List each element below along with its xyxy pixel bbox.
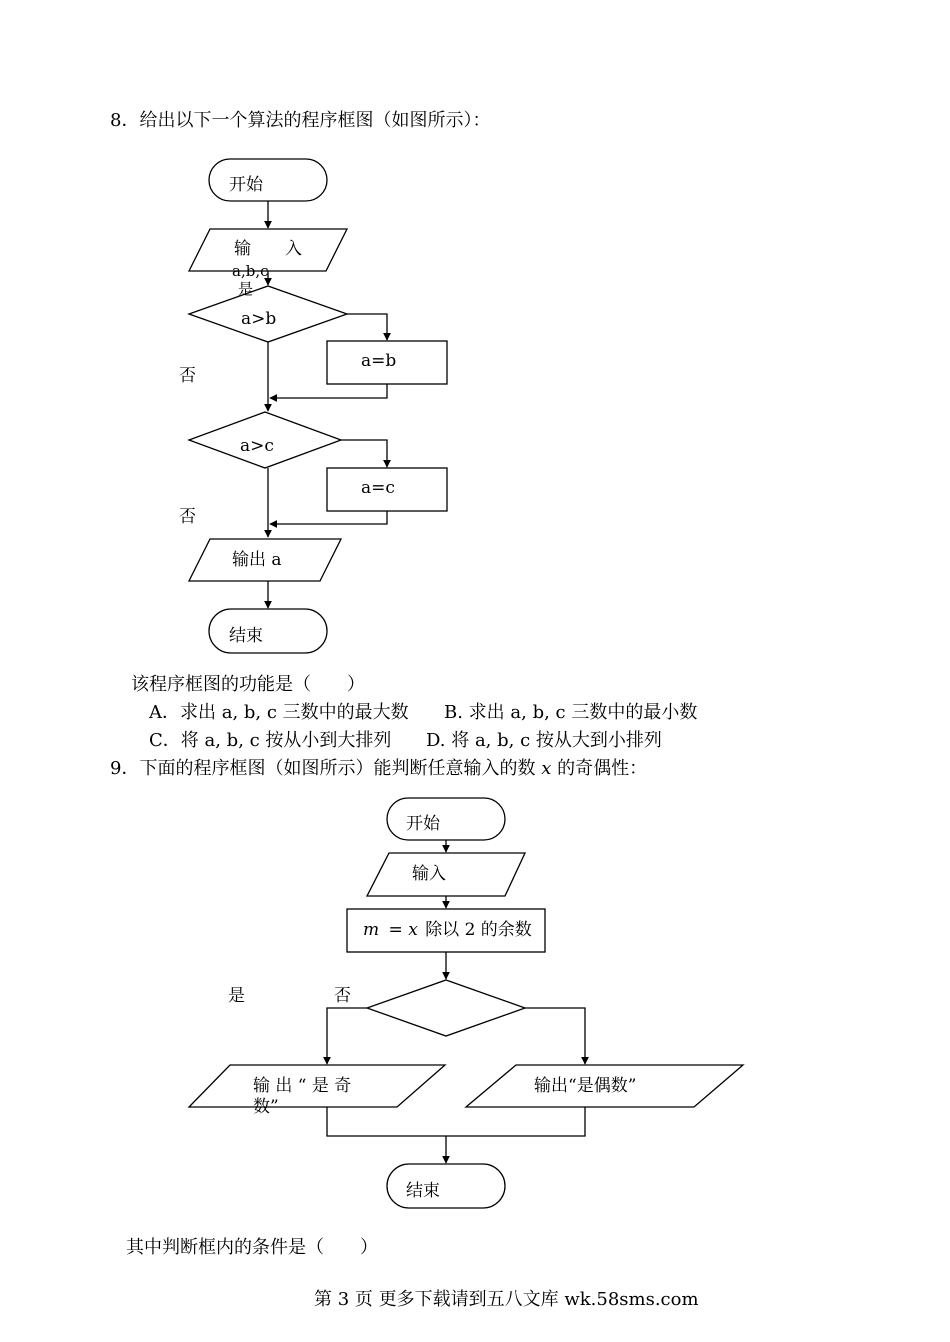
q9-process-rest: 除以 2 的余数: [425, 920, 532, 940]
q8-option-a: A．求出 a, b, c 三数中的最大数: [149, 702, 409, 723]
q9-question: 其中判断框内的条件是（ ）: [126, 1237, 378, 1258]
q8-cond2-label: a>c: [240, 436, 274, 456]
q8-start-label: 开始: [229, 175, 263, 195]
q8-no2-label: 否: [179, 507, 196, 527]
q9-start-terminal: [387, 798, 505, 840]
q9-start-label: 开始: [406, 814, 440, 834]
q9-end-label: 结束: [406, 1181, 440, 1201]
q9-input-label: 输入: [412, 864, 446, 884]
q8-assign1-label: a=b: [361, 351, 397, 371]
q9-input-box: [367, 853, 525, 896]
q8-stem: 8．给出以下一个算法的程序框图（如图所示）：: [110, 110, 491, 131]
q8-assign2-label: a=c: [361, 478, 395, 498]
q9-output-even-label: 输出“是偶数”: [534, 1076, 637, 1096]
page-footer: 第 3 页 更多下载请到五八文库 wk.58sms.com: [314, 1289, 699, 1310]
q8-question: 该程序框图的功能是（ ）: [131, 674, 365, 695]
q9-stem-prefix: 9．下面的程序框图（如图所示）能判断任意输入的数: [110, 758, 536, 779]
q8-end-label: 结束: [229, 626, 263, 646]
q9-process-var-x: x: [408, 920, 418, 940]
q8-output-label: 输出 a: [232, 550, 282, 570]
q9-yes-label: 是: [228, 986, 245, 1006]
q8-option-d: D. 将 a, b, c 按从大到小排列: [426, 730, 662, 751]
q9-output-odd-line1: 输 出 “ 是 奇: [253, 1076, 352, 1096]
q8-no1-label: 否: [179, 366, 196, 386]
q9-process-var-m: m: [363, 920, 380, 940]
q9-end-terminal: [387, 1164, 505, 1208]
q8-yes-label: 是: [238, 280, 254, 298]
q9-stem-var: x: [541, 758, 552, 779]
q8-cond1-label: a>b: [241, 309, 277, 329]
q9-stem-suffix: 的奇偶性：: [557, 758, 648, 779]
q8-option-c: C．将 a, b, c 按从小到大排列: [149, 730, 392, 751]
q8-option-b: B. 求出 a, b, c 三数中的最小数: [444, 702, 698, 723]
q8-input-vars: a,b,c: [232, 262, 269, 280]
q9-decision: [367, 980, 525, 1036]
q9-process-label: [363, 920, 532, 940]
q8-input-label: 输 入: [234, 239, 302, 259]
q9-no-label: 否: [334, 986, 351, 1006]
q9-process-eq: =: [388, 920, 403, 940]
q9-output-odd-line2: 数”: [253, 1097, 279, 1117]
